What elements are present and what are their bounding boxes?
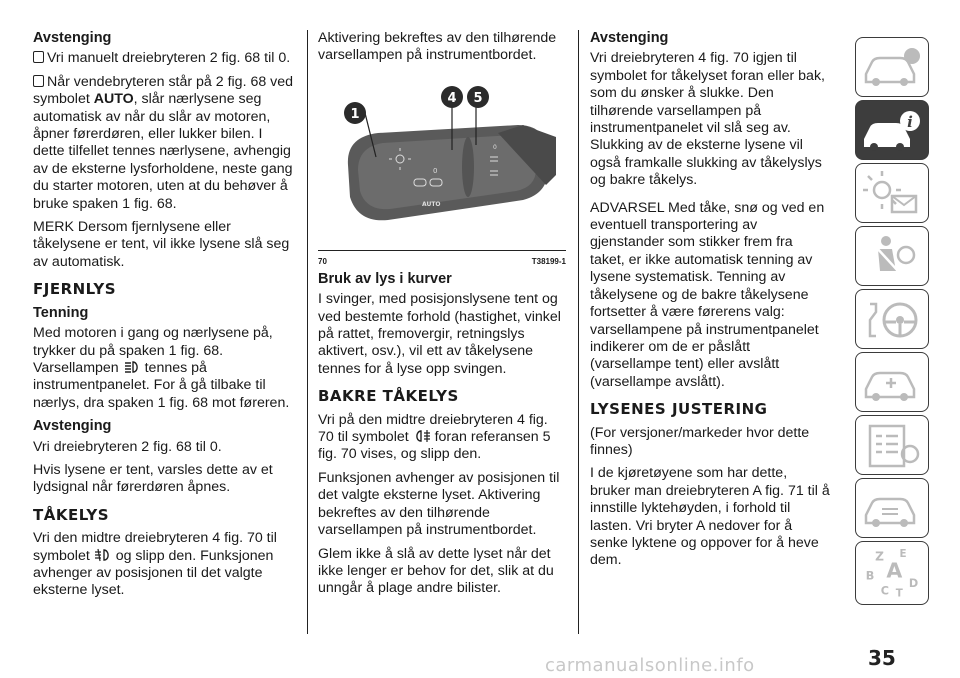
- tab-car-info-active[interactable]: [855, 100, 929, 160]
- svg-text:A: A: [886, 558, 903, 583]
- seatbelt-airbag-icon: [856, 227, 928, 285]
- heading-avstenging: Avstenging: [33, 30, 112, 46]
- heading-fjernlys: FJERNLYS: [33, 280, 117, 299]
- auto-label: AUTO: [93, 91, 134, 108]
- paragraph: Vri på den midtre dreiebryteren 4 fig. 70 til symbolet foran referansen 5 fig. 70 vises, og slipp den.: [318, 411, 551, 463]
- svg-text:C: C: [880, 584, 890, 598]
- rear-fog-light-icon: [413, 429, 431, 443]
- column-left: [33, 30, 295, 606]
- paragraph: Glem ikke å slå av dette lyset når det ikke lenger er behov for det, slik at du unngår å plage andre bilister.: [318, 545, 554, 597]
- paragraph: I svinger, med posisjonslysene tent og ved bestemte forhold (hastighet, vinkel på rattet, fremovergir, retningslys aktivert, osv.), vil ett av tåkelysene tennes for å lyse opp svingen.: [318, 291, 561, 377]
- note-merk: MERK Dersom fjernlysene eller tåkelysene er tent, vil ikke lysene slå seg av automatisk.: [33, 219, 290, 270]
- svg-text:0: 0: [493, 143, 497, 151]
- column-divider: [307, 30, 308, 634]
- svg-text:0: 0: [433, 166, 438, 175]
- steering-wheel-icon: [856, 290, 928, 348]
- svg-text:1: 1: [350, 106, 360, 122]
- tab-car-info[interactable]: [855, 37, 929, 97]
- column-middle: [318, 30, 566, 604]
- heading-avstenging: Avstenging: [33, 418, 112, 435]
- svg-text:E: E: [899, 547, 907, 560]
- front-fog-light-icon: [94, 548, 112, 562]
- car-active-info-icon: [856, 101, 928, 159]
- heading-takelys: TÅKELYS: [33, 505, 110, 524]
- note-advarsel: ADVARSEL Med tåke, snø og ved en eventuell transportering av gjenstander som stikker frem fra taket, er ikke automatisk tenning av lysene systematisk. Tenning av tåkelysene og de bakre tåkelysene fortsetter å være førerens valg: varsellampene på instrumentpanelet indikerer om de er påslått (varsellampe tent) eller avslått (varsellampe avslått).: [590, 199, 825, 390]
- paragraph: I de kjøretøyene som har dette, bruker man dreiebryteren A fig. 71 til å innstille lyktehøyden, i forhold til lasten. Vri bryter A nedover for å senke lyktene og oppover for å heve dem.: [590, 465, 830, 569]
- maintenance-list-icon: [856, 416, 928, 474]
- tab-index[interactable]: [855, 541, 929, 605]
- light-stalk-illustration: [318, 75, 566, 250]
- figure-number: 70: [318, 256, 327, 266]
- paragraph: Med motoren i gang og nærlysene på, trykker du på spaken 1 fig. 68. Varsellampen tennes på instrumentpanelet. For å gå tilbake til nærlys, dra spaken 1 fig. 68 mot føreren.: [33, 325, 290, 411]
- heading-lysenes-justering: LYSENES JUSTERING: [590, 400, 768, 419]
- paragraph: (For versjoner/markeder hvor dette finnes): [590, 424, 810, 458]
- svg-text:Z: Z: [875, 549, 884, 564]
- heading-bakre-takelys: BAKRE TÅKELYS: [318, 387, 459, 406]
- figure-caption: [318, 250, 566, 270]
- column-right: [590, 30, 830, 576]
- tab-starting-driving[interactable]: [855, 289, 929, 349]
- paragraph: Funksjonen avhenger av posisjonen til det valgte eksterne lyset. Aktivering bekreftes av den tilhørende varsellampen på instrumentbordet.: [318, 469, 560, 539]
- heading-kurver: Bruk av lys i kurver: [318, 270, 452, 287]
- car-breakdown-icon: [856, 353, 928, 411]
- warning-lights-icon: [856, 164, 928, 222]
- svg-text:T: T: [895, 587, 903, 600]
- figure-70: [318, 75, 566, 265]
- tab-safety[interactable]: [855, 226, 929, 286]
- tab-maintenance[interactable]: [855, 415, 929, 475]
- tab-technical-data[interactable]: [855, 478, 929, 538]
- paragraph: Hvis lysene er tent, varsles dette av et lydsignal når førerdøren åpnes.: [33, 461, 273, 496]
- svg-text:B: B: [865, 569, 875, 583]
- checkbox-symbol-icon: [33, 75, 44, 87]
- checkbox-symbol-icon: [33, 51, 44, 63]
- high-beam-icon: [123, 360, 141, 374]
- figure-code: T38199-1: [531, 256, 566, 266]
- paragraph: Vri dreiebryteren 2 fig. 68 til 0.: [33, 438, 222, 455]
- car-data-icon: [856, 479, 928, 537]
- heading-tenning: Tenning: [33, 304, 89, 321]
- paragraph: Vri den midtre dreiebryteren 4 fig. 70 til symbolet og slipp den. Funksjonen avhenger av posisjonen til det valgte eksterne lyset.: [33, 530, 277, 599]
- page-number: 35: [868, 646, 896, 670]
- paragraph: Når vendebryteren står på 2 fig. 68 ved symbolet AUTO, slår nærlysene seg automatisk av når du slår av motoren, åpner førerdøren, eller lukker bilen. I dette tilfellet tennes nærlysene, avhengig av de eksterne lysforholdene, neste gang du starter motoren, uten at du behøver å bruke spaken 1 fig. 68.: [33, 73, 294, 212]
- column-divider: [578, 30, 579, 634]
- svg-text:i: i: [907, 113, 913, 131]
- watermark: carmanualsonline.info: [545, 655, 755, 676]
- car-info-icon: [856, 38, 928, 96]
- svg-text:5: 5: [473, 90, 483, 106]
- svg-text:AUTO: AUTO: [422, 200, 441, 208]
- tab-emergency[interactable]: [855, 352, 929, 412]
- paragraph: Vri manuelt dreiebryteren 2 fig. 68 til 0.: [33, 50, 295, 67]
- paragraph: Vri dreiebryteren 4 fig. 70 igjen til symbolet for tåkelyset foran eller bak, som du ønsker å slukke. Den tilhørende varsellampen på instrumentpanelet vil slå seg av. Slukking av de eksterne lysene vil også framkalle slukking av tåkelyslys og bakre tåkelys.: [590, 50, 825, 189]
- tab-warning-lights[interactable]: [855, 163, 929, 223]
- svg-text:D: D: [908, 576, 919, 590]
- svg-text:4: 4: [447, 90, 457, 106]
- heading-avstenging: Avstenging: [590, 30, 669, 46]
- paragraph: Aktivering bekreftes av den tilhørende varsellampen på instrumentbordet.: [318, 30, 557, 64]
- index-letters-icon: [856, 542, 928, 600]
